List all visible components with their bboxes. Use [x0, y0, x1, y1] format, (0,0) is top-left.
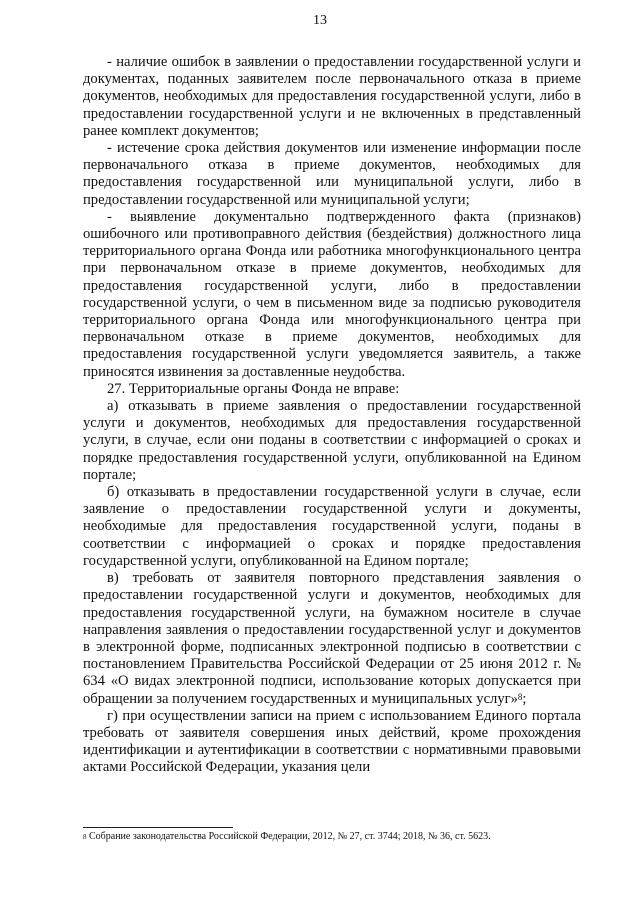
footnote-mark: 8 — [83, 833, 87, 841]
paragraph-errors-in-application: - наличие ошибок в заявлении о предоставлении государственной услуги и документах, поданных заявителем после первоначального отказа в приеме документов, необходимых для предоставления государственной услуги, либо в предоставлении государственной услуги и не включенных в представленный ранее комплект документов; — [83, 54, 581, 139]
footnote — [83, 831, 581, 843]
paragraph-documents-expired: - истечение срока действия документов или изменение информации после первоначального отказа в приеме документов, необходимых для предоставления государственной или муниципальной услуги, либо в предоставлении государственной или муниципальной услуги; — [83, 140, 581, 208]
paragraph-official-error: - выявление документально подтвержденного факта (признаков) ошибочного или противоправного действия (бездействия) должностного лица территориального органа Фонда или работника многофункционального центра при первоначальном отказе в приеме документов, необходимых для предоставления государственной услуги, либо в предоставлении государственной услуги, о чем в письменном виде за подписью руководителя территориального органа Фонда или многофункционального центра при первоначальном отказе в приеме документов, необходимых для предоставления государственной услуги уведомляется заявитель, а также приносятся извинения за доставленные неудобства. — [83, 208, 581, 380]
footnote-reference-mark: 8 — [517, 691, 523, 702]
paragraph-clause-27v — [83, 570, 581, 708]
paragraph-clause-27-heading: 27. Территориальные органы Фонда не вправе: — [107, 380, 400, 397]
footnote-reference-suffix: ; — [522, 690, 527, 707]
document-body — [83, 54, 581, 777]
paragraph-clause-27g: г) при осуществлении записи на прием с использованием Единого портала требовать от заявителя совершения иных действий, кроме прохождения идентификации и аутентификации в соответствии с нормативными правовыми актами Российской Федерации, указания цели — [83, 707, 581, 776]
paragraph-clause-27a: а) отказывать в приеме заявления о предоставлении государственной услуги и документов, необходимых для предоставления государственной услуги, в случае, если они поданы в соответствии с информацией о сроках и порядке предоставления государственной услуги, опубликованной на Едином портале; — [83, 398, 581, 483]
page-number: 13 — [313, 13, 327, 28]
footnote-divider — [83, 827, 233, 828]
paragraph-clause-27b: б) отказывать в предоставлении государственной услуги в случае, если заявление о предоставлении государственной услуги и документы, необходимые для предоставления государственной услуги, поданы в соответствии с информацией о сроках и порядке предоставления государственной услуги, опубликованной на Едином портале; — [83, 484, 581, 569]
footnote-text: Собрание законодательства Российской Федерации, 2012, № 27, ст. 3744; 2018, № 36, ст. 5623. — [86, 831, 491, 842]
paragraph-clause-27v-text: в) требовать от заявителя повторного представления заявления о предоставлении государственной услуги и документов, необходимых для предоставления государственной услуги, на бумажном носителе в случае направления заявления о предоставлении государственной услуг и документов в электронной форме, подписанных электронной подписью в соответствии с постановлением Правительства Российской Федерации от 25 июня 2012 г. № 634 «О видах электронной подписи, использование которых допускается при обращении за получением государственных и муниципальных услуг» — [83, 570, 581, 707]
